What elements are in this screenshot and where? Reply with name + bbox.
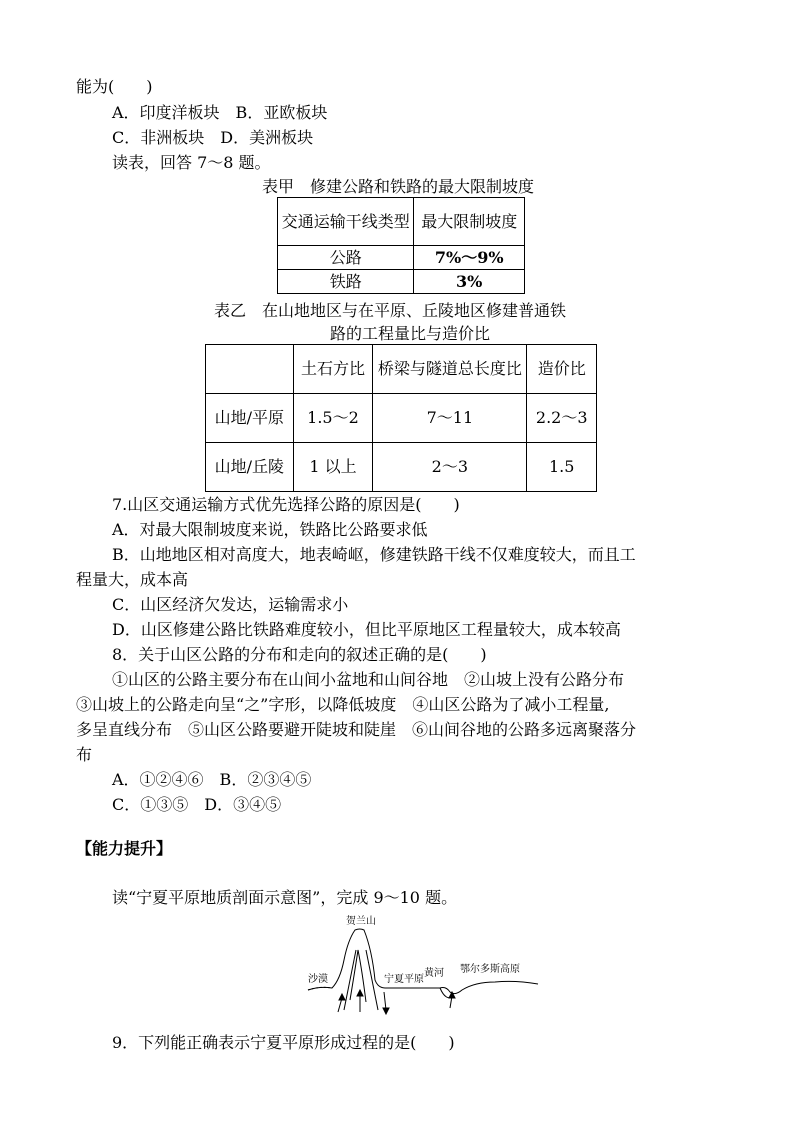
- q7-option-b-line2: 程量大，成本高: [76, 570, 189, 589]
- table-b-row2-bridge-tunnel: 2～3: [373, 443, 527, 492]
- q7-option-c: C．山区经济欠发达，运输需求小: [112, 595, 349, 614]
- label-yellow-river: 黄河: [424, 968, 444, 979]
- q8-statement-line3: 多呈直线分布 ⑤山区公路要避开陡坡和陡崖 ⑥山间谷地的公路多远离聚落分: [76, 720, 637, 739]
- table-b-row1-cost: 2.2～3: [527, 394, 597, 443]
- intro-7-8: 读表，回答 7～8 题。: [112, 153, 271, 172]
- table-a-title-text: 表甲 修建公路和铁路的最大限制坡度: [262, 177, 535, 196]
- label-helan-mountain: 贺兰山: [346, 916, 376, 927]
- intro-9-10: 读“宁夏平原地质剖面示意图”，完成 9～10 题。: [112, 888, 458, 907]
- q7-option-b-line1: B．山地地区相对高度大，地表崎岖，修建铁路干线不仅难度较大，而且工: [112, 545, 636, 564]
- table-a-row-road-value: 7%～9%: [414, 246, 525, 270]
- table-a-row-rail-label: 铁路: [278, 270, 414, 294]
- west-fault-line: [344, 950, 356, 1010]
- q7-option-a: A．对最大限制坡度来说，铁路比公路要求低: [112, 520, 428, 539]
- table-b-row2-cost: 1.5: [527, 443, 597, 492]
- arrow-mountain-up-head: [357, 990, 363, 996]
- table-a-row-road-label: 公路: [278, 246, 414, 270]
- arrow-plain-down-head: [383, 1008, 389, 1014]
- label-ningxia-plain: 宁夏平原: [384, 974, 424, 985]
- q8-statement-line1: ①山区的公路主要分布在山间小盆地和山间谷地 ②山坡上没有公路分布: [112, 670, 625, 689]
- arrow-west-up-head: [339, 994, 345, 1000]
- table-b-row1-earthwork: 1.5～2: [293, 394, 373, 443]
- q8-stem: 8．关于山区公路的分布和走向的叙述正确的是( ): [112, 645, 487, 664]
- q6-options-ab: A．印度洋板块 B．亚欧板块: [112, 103, 328, 122]
- table-b-row2-label: 山地/丘陵: [206, 443, 294, 492]
- table-a-title: [262, 174, 534, 197]
- ningxia-cross-section-diagram: [300, 910, 550, 1020]
- table-a-row-rail-value: 3%: [414, 270, 525, 294]
- table-b-head-empty: [206, 345, 294, 394]
- table-b-row2-earthwork: 1 以上: [293, 443, 373, 492]
- q6-stem-end: 能为( ): [76, 77, 153, 96]
- q7-stem: 7.山区交通运输方式优先选择公路的原因是( ): [112, 495, 460, 514]
- table-b-row1-bridge-tunnel: 7～11: [373, 394, 527, 443]
- q9-stem: 9．下列能正确表示宁夏平原形成过程的是( ): [112, 1033, 455, 1052]
- q8-statement-line2: ③山坡上的公路走向呈“之”字形，以降低坡度 ④山区公路为了减小工程量,: [76, 695, 610, 714]
- q8-options-ab: A．①②④⑥ B．②③④⑤: [112, 770, 312, 789]
- table-a: [277, 197, 525, 294]
- label-ordos-plateau: 鄂尔多斯高原: [460, 964, 520, 975]
- q7-option-d: D．山区修建公路比铁路难度较小，但比平原地区工程量较大，成本较高: [112, 620, 621, 639]
- q6-options-cd: C．非洲板块 D．美洲板块: [112, 128, 314, 147]
- table-b-head-cost: 造价比: [527, 345, 597, 394]
- label-desert: 沙漠: [308, 974, 328, 985]
- section-heading: 【能力提升】: [76, 839, 173, 858]
- table-b-title-line2: 路的工程量比与造价比: [330, 324, 491, 343]
- table-b-head-bridge-tunnel: 桥梁与隧道总长度比: [373, 345, 527, 394]
- table-b-head-earthwork: 土石方比: [293, 345, 373, 394]
- arrow-east-up-head: [449, 992, 455, 998]
- table-b-row1-label: 山地/平原: [206, 394, 294, 443]
- q8-options-cd: C．①③⑤ D．③④⑤: [112, 795, 282, 814]
- table-a-head-slope: 最大限制坡度: [414, 198, 525, 246]
- q8-statement-line4: 布: [76, 745, 93, 764]
- table-a-head-type: 交通运输干线类型: [278, 198, 414, 246]
- arrow-plain-down: [384, 992, 386, 1010]
- table-b: [205, 344, 597, 492]
- table-b-title-line1: 表乙 在山地地区与在平原、丘陵地区修建普通铁: [214, 301, 567, 320]
